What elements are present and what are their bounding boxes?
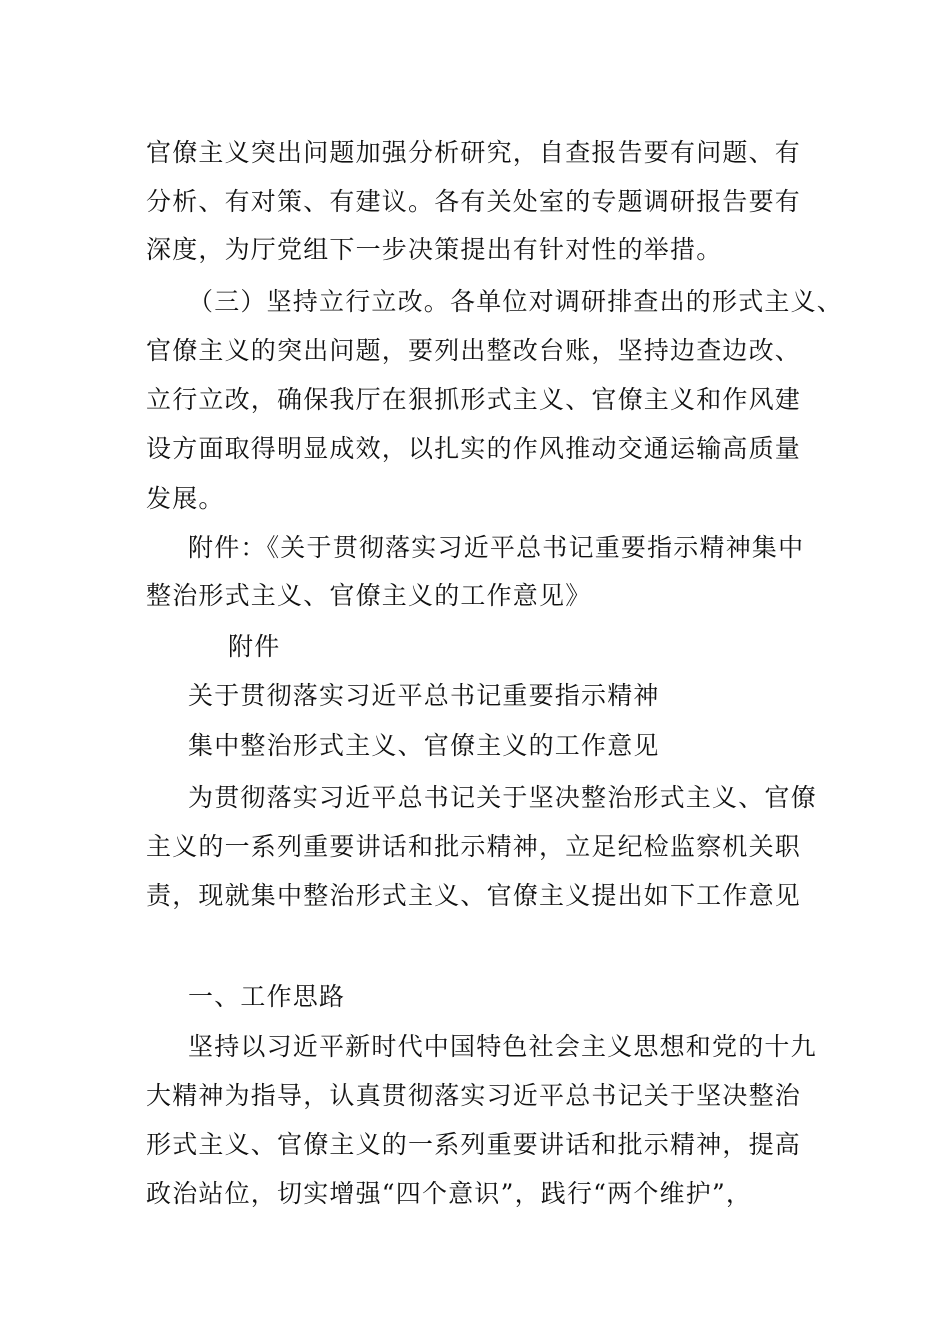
text-line-5: 官僚主义的突出问题，要列出整改台账，坚持边查边改、 xyxy=(146,336,802,365)
attachment-line: 附件：《关于贯彻落实习近平总书记重要指示精神集中 xyxy=(188,533,805,562)
attachment-label: 附件 xyxy=(228,632,281,661)
text-line-8: 发展。 xyxy=(146,484,225,513)
section-heading-three: （三）坚持立行立改。各单位对调研排查出的形式主义、 xyxy=(188,287,844,316)
body-line-1: 坚持以习近平新时代中国特色社会主义思想和党的十九 xyxy=(188,1032,817,1061)
text-line-6: 立行立改，确保我厅在狠抓形式主义、官僚主义和作风建 xyxy=(146,385,802,414)
attachment-title-line-2: 集中整治形式主义、官僚主义的工作意见 xyxy=(188,731,660,760)
section-heading-one: 一、工作思路 xyxy=(188,982,346,1011)
intro-line-1: 为贯彻落实习近平总书记关于坚决整治形式主义、官僚 xyxy=(188,783,817,812)
text-line-7: 设方面取得明显成效，以扎实的作风推动交通运输高质量 xyxy=(146,434,802,463)
text-line-1: 官僚主义突出问题加强分析研究，自查报告要有问题、有 xyxy=(146,138,802,167)
attachment-line-continued: 整治形式主义、官僚主义的工作意见》 xyxy=(146,581,592,610)
body-line-2: 大精神为指导，认真贯彻落实习近平总书记关于坚决整治 xyxy=(146,1081,802,1110)
body-line-3: 形式主义、官僚主义的一系列重要讲话和批示精神，提高 xyxy=(146,1130,802,1159)
attachment-title-line-1: 关于贯彻落实习近平总书记重要指示精神 xyxy=(188,681,660,710)
text-line-2: 分析、有对策、有建议。各有关处室的专题调研报告要有 xyxy=(146,187,802,216)
intro-line-2: 主义的一系列重要讲话和批示精神，立足纪检监察机关职 xyxy=(146,832,802,861)
body-line-4: 政治站位，切实增强“四个意识”，践行“两个维护”， xyxy=(146,1179,753,1208)
text-line-3: 深度，为厅党组下一步决策提出有针对性的举措。 xyxy=(146,235,723,264)
intro-line-3: 责，现就集中整治形式主义、官僚主义提出如下工作意见 xyxy=(146,881,802,910)
